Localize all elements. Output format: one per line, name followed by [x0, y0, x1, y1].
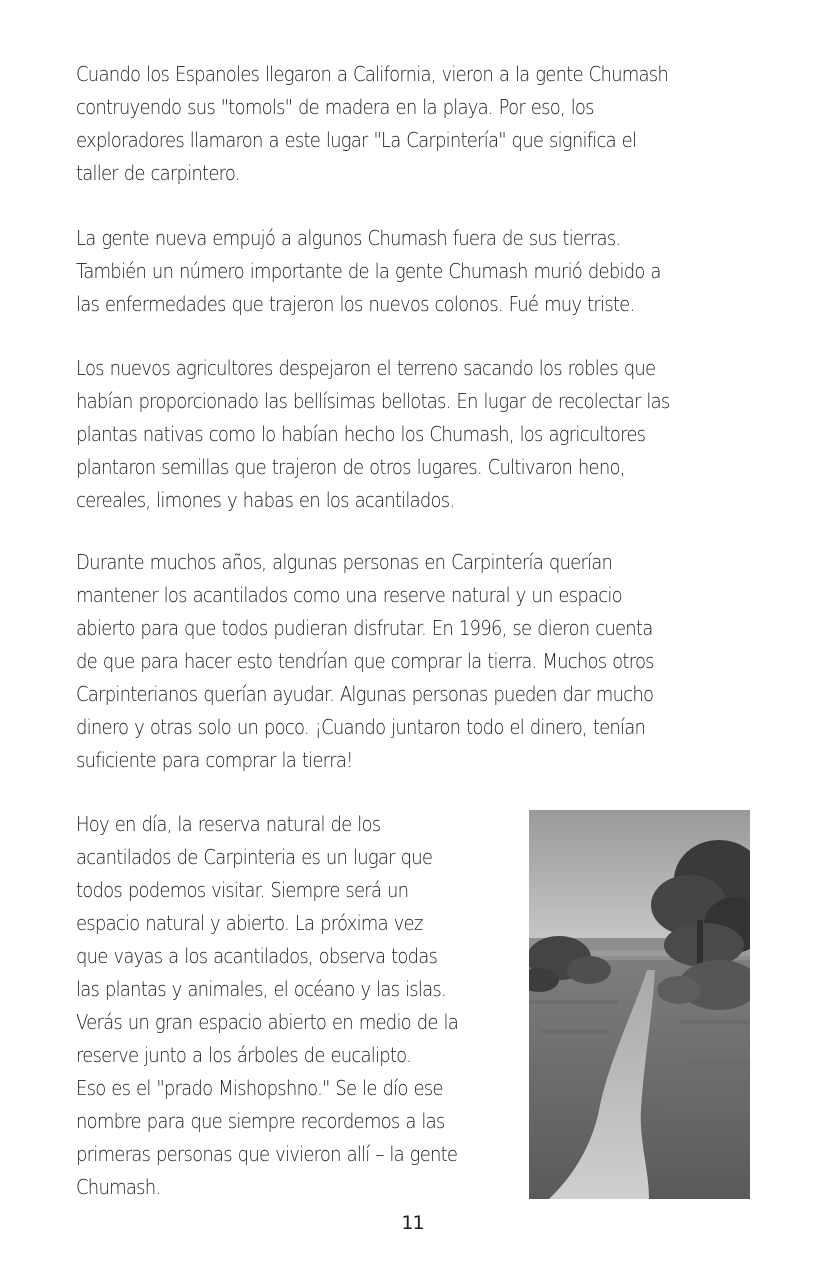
text-line: primeras personas que vivieron allí – la gente [76, 1142, 458, 1166]
text-line: acantilados de Carpinteria es un lugar que [76, 845, 433, 869]
text-line: Verás un gran espacio abierto en medio de la [76, 1010, 459, 1034]
text-line: taller de carpintero. [76, 161, 240, 185]
text-line: Durante muchos años, algunas personas en Carpintería querían [76, 550, 613, 574]
text-line: plantaron semillas que trajeron de otros lugares. Cultivaron heno, [76, 455, 625, 479]
text-line: las plantas y animales, el océano y las islas. [76, 977, 446, 1001]
text-line: mantener los acantilados como una reserve natural y un espacio [76, 583, 622, 607]
landscape-photo [529, 810, 750, 1199]
paragraph-4 [76, 546, 748, 777]
text-line: Eso es el "prado Mishopshno." Se le dío ese [76, 1076, 443, 1100]
text-line: Los nuevos agricultores despejaron el terreno sacando los robles que [76, 356, 656, 380]
text-line: todos podemos visitar. Siempre será un [76, 878, 409, 902]
text-line: Carpinterianos querían ayudar. Algunas personas pueden dar mucho [76, 682, 654, 706]
paragraph-1 [76, 58, 748, 190]
photo-illustration [529, 810, 750, 1199]
text-line: cereales, limones y habas en los acantilados. [76, 488, 455, 512]
text-line: habían proporcionado las bellísimas bellotas. En lugar de recolectar las [76, 389, 670, 413]
paragraph-5 [76, 808, 516, 1204]
text-line: contruyendo sus "tomols" de madera en la playa. Por eso, los [76, 95, 594, 119]
text-line: de que para hacer esto tendrían que comprar la tierra. Muchos otros [76, 649, 654, 673]
text-line: También un número importante de la gente Chumash murió debido a [76, 259, 661, 283]
page-number: 11 [401, 1212, 424, 1234]
text-line: Chumash. [76, 1175, 161, 1199]
text-line: Cuando los Espanoles llegaron a California, vieron a la gente Chumash [76, 62, 669, 86]
text-line: Hoy en día, la reserva natural de los [76, 812, 381, 836]
text-line: abierto para que todos pudieran disfrutar. En 1996, se dieron cuenta [76, 616, 653, 640]
text-line: reserve junto a los árboles de eucalipto. [76, 1043, 412, 1067]
text-line: nombre para que siempre recordemos a las [76, 1109, 445, 1133]
paragraph-3 [76, 352, 748, 517]
text-line: dinero y otras solo un poco. ¡Cuando juntaron todo el dinero, tenían [76, 715, 646, 739]
text-line: suficiente para comprar la tierra! [76, 748, 353, 772]
text-line: espacio natural y abierto. La próxima vez [76, 911, 423, 935]
text-line: las enfermedades que trajeron los nuevos colonos. Fué muy triste. [76, 292, 635, 316]
text-line: La gente nueva empujó a algunos Chumash fuera de sus tierras. [76, 226, 621, 250]
paragraph-2 [76, 222, 748, 321]
text-line: que vayas a los acantilados, observa todas [76, 944, 438, 968]
text-line: plantas nativas como lo habían hecho los Chumash, los agricultores [76, 422, 646, 446]
text-line: exploradores llamaron a este lugar "La Carpintería" que significa el [76, 128, 637, 152]
